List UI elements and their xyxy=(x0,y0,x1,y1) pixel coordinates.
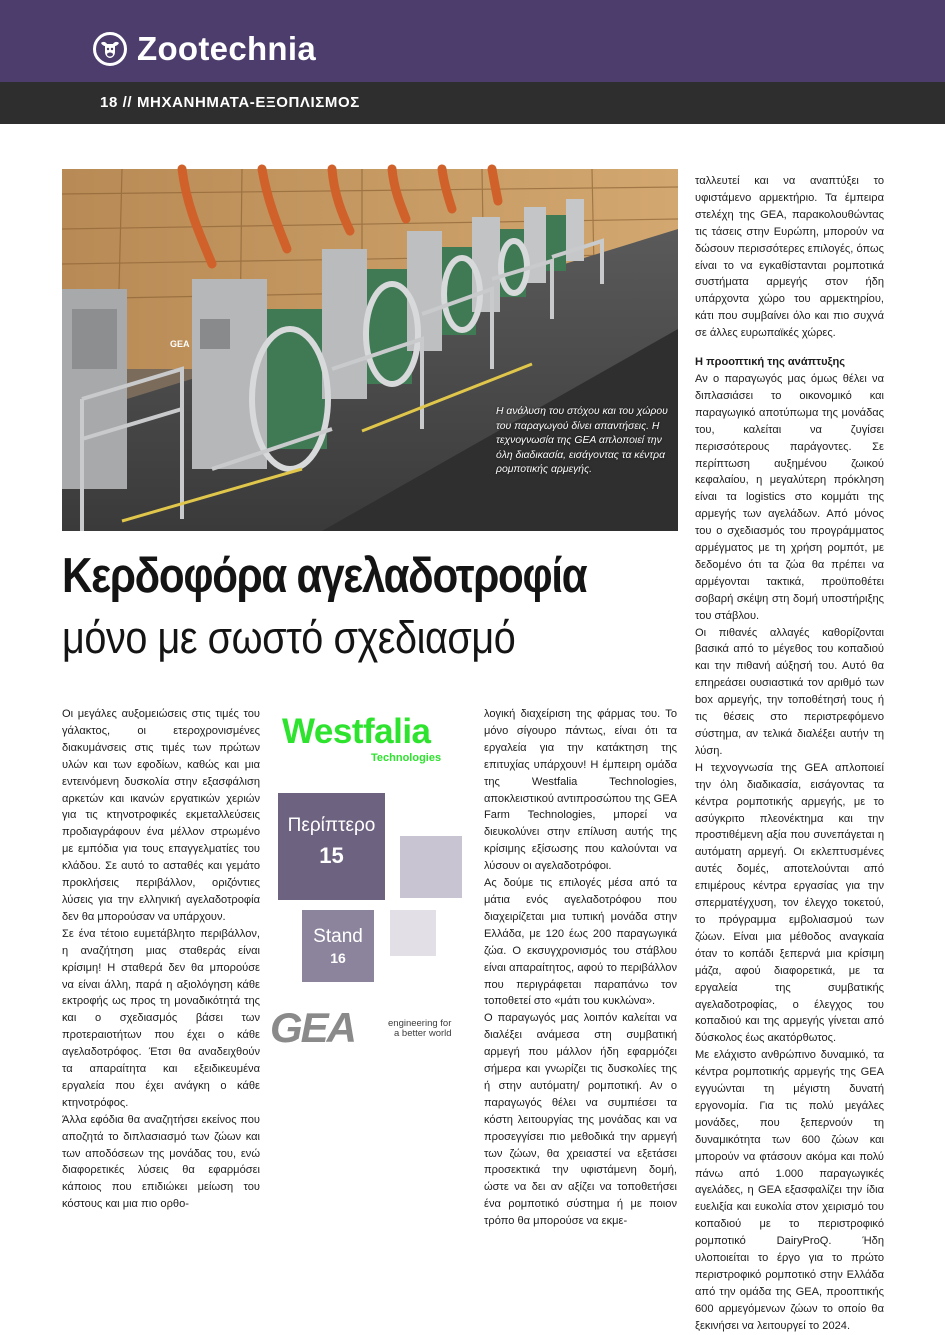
paragraph: ταλλευτεί και να αναπτύξει το υφιστάμενο αρμεκτήριο. Τα έμπειρα στελέχη της GEA, παρακολουθώντας τις τάσεις στην Ευρώπη, μπορούν να δώσουν περισσότερες επιλογές, όπως είναι το να εγκαθίστανται ρομποτικά συστήματα αρμεγής στον ήδη υπάρχοντα χώρο του αρμεκτηρίου, κάτι που συμβαίνει όλο και πιο συχνά σε άλλες ευρωπαϊκές χώρες. xyxy=(695,175,884,340)
paragraph: λογική διαχείριση της φάρμας του. Το μόνο σίγουρο πάντως, είναι ότι τα εργαλεία για την κατάκτηση της επιτυχίας υπάρχουν! Η έμπειρη ομάδα της Westfalia Technologies, αποκλειστικού αντιπροσώπου της GEA Farm Technologies, μπορεί να διευκολύνει στην επίλυση αυτής της κρίσιμης εξίσωσης που καλούνται να λύσουν οι αγελαδοτρόφοι. xyxy=(484,708,677,873)
paragraph: Η τεχνογνωσία της GEA απλοποιεί την όλη διαδικασία, εισάγοντας τα κέντρα ρομποτικής αρμεγής, με το ασύγκριτο πλεονέκτημα και την προστιθέμενη αξία που συνεπάγεται η αυτόματη αρμεγή. Οι εκλεπτυσμένες αυτές δομές, αποτελούνται από επιμέρους κέντρα εργασίας για την σπερματέγχυση, τον έλεγχο τοκετού, το πρόγραμμα εμβολιασμού των ζώων. Είναι μια μέθοδος αναγκαία όταν το κοπάδι ξεπερνά μια κρίσιμη μάζα, αφού διαφορετικά, με τα εργαλεία της συμβατικής αγελαδοτροφίας, ο έλεγχος του κοπαδιού και της αρμεγής γίνεται από δύσκολος έως ακατόρθωτος. xyxy=(695,761,884,1045)
kiosk-number: 15 xyxy=(319,843,344,868)
decorative-square xyxy=(390,910,436,956)
section-bar xyxy=(0,82,945,124)
magazine-logo: Zootechnia xyxy=(137,30,317,67)
article-photo xyxy=(62,169,678,531)
westfalia-advert xyxy=(268,700,478,1060)
paragraph: Ας δούμε τις επιλογές μέσα από τα μάτια ενός αγελαδοτρόφου που διαχειρίζεται μια τυπική μονάδα στην Ελλάδα, με 120 έως 200 παραγωγικά ζώα. Ο εκσυγχρονισμός του στάβλου είναι απαραίτητος, αφού το περιβάλλον που περιγράφεται παραπάνω τον τοποθετεί στο «μάτι του κυκλώνα». xyxy=(484,877,677,1008)
paragraph: Οι πιθανές αλλαγές καθορίζονται βασικά από το μέγεθος του κοπαδιού και την πιθανή αύξησή του. Αυτό θα επηρεάσει ουσιαστικά τον αριθμό των box αρμεγής, την τοποθέτησή τους ή τις θέσεις στο περιστρεφόμενο σύστημα, αν τελικά διαλέξει αυτήν τη λύση. xyxy=(695,626,884,757)
kiosk-badge xyxy=(278,793,385,900)
gea-machine-label: GEA xyxy=(170,339,190,349)
gea-tagline-line-1: engineering for xyxy=(388,1018,452,1029)
gea-tagline-line-2: a better world xyxy=(394,1028,452,1039)
paragraph: Άλλα εφόδια θα αναζητήσει εκείνος που αποζητά το διπλασιασμό των ζώων και των αποδόσεων της μονάδας του, ενώ διαφορετικές λύσεις θα εφαρμόσει κάποιος που επιδιώκει μείωση του κόστους και μια πιο ορθο- xyxy=(62,1113,260,1211)
paragraph: Με ελάχιστο ανθρώπινο δυναμικό, τα κέντρα ρομποτικής αρμεγής της GEA εγγυώνται τη μέγιστη δυνατή εργονομία. Για τις πολύ μεγάλες μονάδες, που ξεπερνούν τη δυναμικότητα των 600 ζώων και μπορούν να φτάσουν ακόμα και πολύ πάνω από 1.000 παραγωγικές αγελάδες, η GEA εξασφαλίζει την ίδια ευελιξία και ευκολία στον χειρισμό του κοπαδιού με το περιστροφικό ρομποτικό DairyProQ. Ήδη υλοποιείται το έργο για το πρώτο περιστροφικό ρομποτικό στην Ελλάδα από την ομάδα της GEA, προοπτικής 600 αρμεγόμενων ζώων το οποίο θα ξεκινήσει να λειτουργεί το 2024. xyxy=(695,1049,884,1332)
article-column-1 xyxy=(62,706,260,1213)
westfalia-logo-subtitle: Technologies xyxy=(371,752,442,764)
kiosk-label: Περίπτερο xyxy=(287,815,376,836)
masthead xyxy=(0,0,945,82)
gea-logo xyxy=(268,1004,386,1051)
paragraph: Αν ο παραγωγός μας όμως θέλει να διπλασιάσει το οικονομικό και παραγωγικό αποτύπωμα της μονάδας του, καλείται να ζυγίσει περισσότερους παράγοντες. Σε περίπτωση αυξημένου ζωικού κεφαλαίου, η μεγαλύτερη πρόκληση είναι τα logistics στο κομμάτι της αρμεγής των αγελάδων. Από μόνος του ο σχεδιασμός του προγράμματος αρμέγματος με τη χρήση ρομπότ, με δεδομένο ότι τα ζώα θα πρέπει να αρμέγονται τακτικά, προϋποθέτει σοβαρή σκέψη στη δομή υποστήριξης του στάβλου. xyxy=(695,372,884,622)
article-title: Κερδοφόρα αγελαδοτροφία xyxy=(62,549,587,603)
paragraph: Σε ένα τέτοιο ευμετάβλητο περιβάλλον, η αναζήτηση μιας σταθεράς είναι κρίσιμη! Η σταθερά δεν θα μπορούσε να είναι άλλη, παρά η αξιολόγηση κάθε εκτροφής ως προς τη μοναδικότητά της και ο σχεδιασμός βάσει των προτεραιοτήτων που έχει ο κάθε αγελαδοτρόφος. Έτσι θα αναδειχθούν τα απαραίτητα και εξειδικευμένα εργαλεία που έχει ανάγκη ο κάθε κτηνοτρόφος. xyxy=(62,927,260,1109)
stand-label: Stand xyxy=(313,926,363,947)
article-column-2 xyxy=(484,706,677,1230)
stand-number: 16 xyxy=(330,950,346,966)
stand-badge xyxy=(302,910,374,982)
article-subtitle: μόνο με σωστό σχεδιασμό xyxy=(62,612,516,663)
page-section-label: 18 // ΜΗΧΑΝΗΜΑΤΑ-ΕΞΟΠΛΙΣΜΟΣ xyxy=(100,94,360,111)
westfalia-logo: Westfalia xyxy=(282,712,431,751)
svg-text:GEA: GEA xyxy=(270,1004,356,1051)
section-subheading: Η προοπτική της ανάπτυξης xyxy=(695,356,846,369)
photo-caption: Η ανάλυση του στόχου και του χώρου του παραγωγού δίνει απαντήσεις. Η τεχνογνωσία της GEA απλοποιεί την όλη διαδικασία, εισάγοντας τα κέντρα ρομποτικής αρμεγής. xyxy=(496,406,668,476)
paragraph: Οι μεγάλες αυξομειώσεις στις τιμές του γάλακτος, οι ετεροχρονισμένες διακυμάνσεις στις τιμές των πρώτων υλών και των εφοδίων, καθώς και μια εντεινόμενη δυσκολία στην εξασφάλιση αρκετών και ικανών εργατικών χεριών για τις κτηνοτροφικές εκμεταλλεύσεις προδιαγράφουν ένα μέλλον στρωμένο με εμπόδια για τους επαγγελματίες του κλάδου. Σε αυτό το ασταθές και γεμάτο προκλήσεις περιβάλλον, οριζόντιες λύσεις για την ελληνική αγελαδοτροφία δεν θα μπορούσαν να υπάρχουν. xyxy=(62,708,260,923)
cow-head-icon xyxy=(93,32,127,66)
decorative-square xyxy=(400,836,462,898)
paragraph: Ο παραγωγός μας λοιπόν καλείται να διαλέξει ανάμεσα στη συμβατική αρμεγή που μάλλον ήδη εφαρμόζει σήμερα και γνωρίζει τις δυσκολίες της ή στην αυτόματη/ ρομποτική. Αν ο παραγωγός θέλει να συμπιέσει τα κόστη λειτουργίας της μονάδας και να προσεγγίσει πιο μεθοδικά την αρμεγή των ζώων, θα χρειαστεί να εξετάσει προσεκτικά την υφιστάμενη δομή, ώστε να δει αν αξίζει να τοποθετήσει ένα ρομποτικό σύστημα ή με ποιον τρόπο θα μπορούσε να εκμε- xyxy=(484,1012,677,1228)
article-column-3 xyxy=(695,173,884,1335)
